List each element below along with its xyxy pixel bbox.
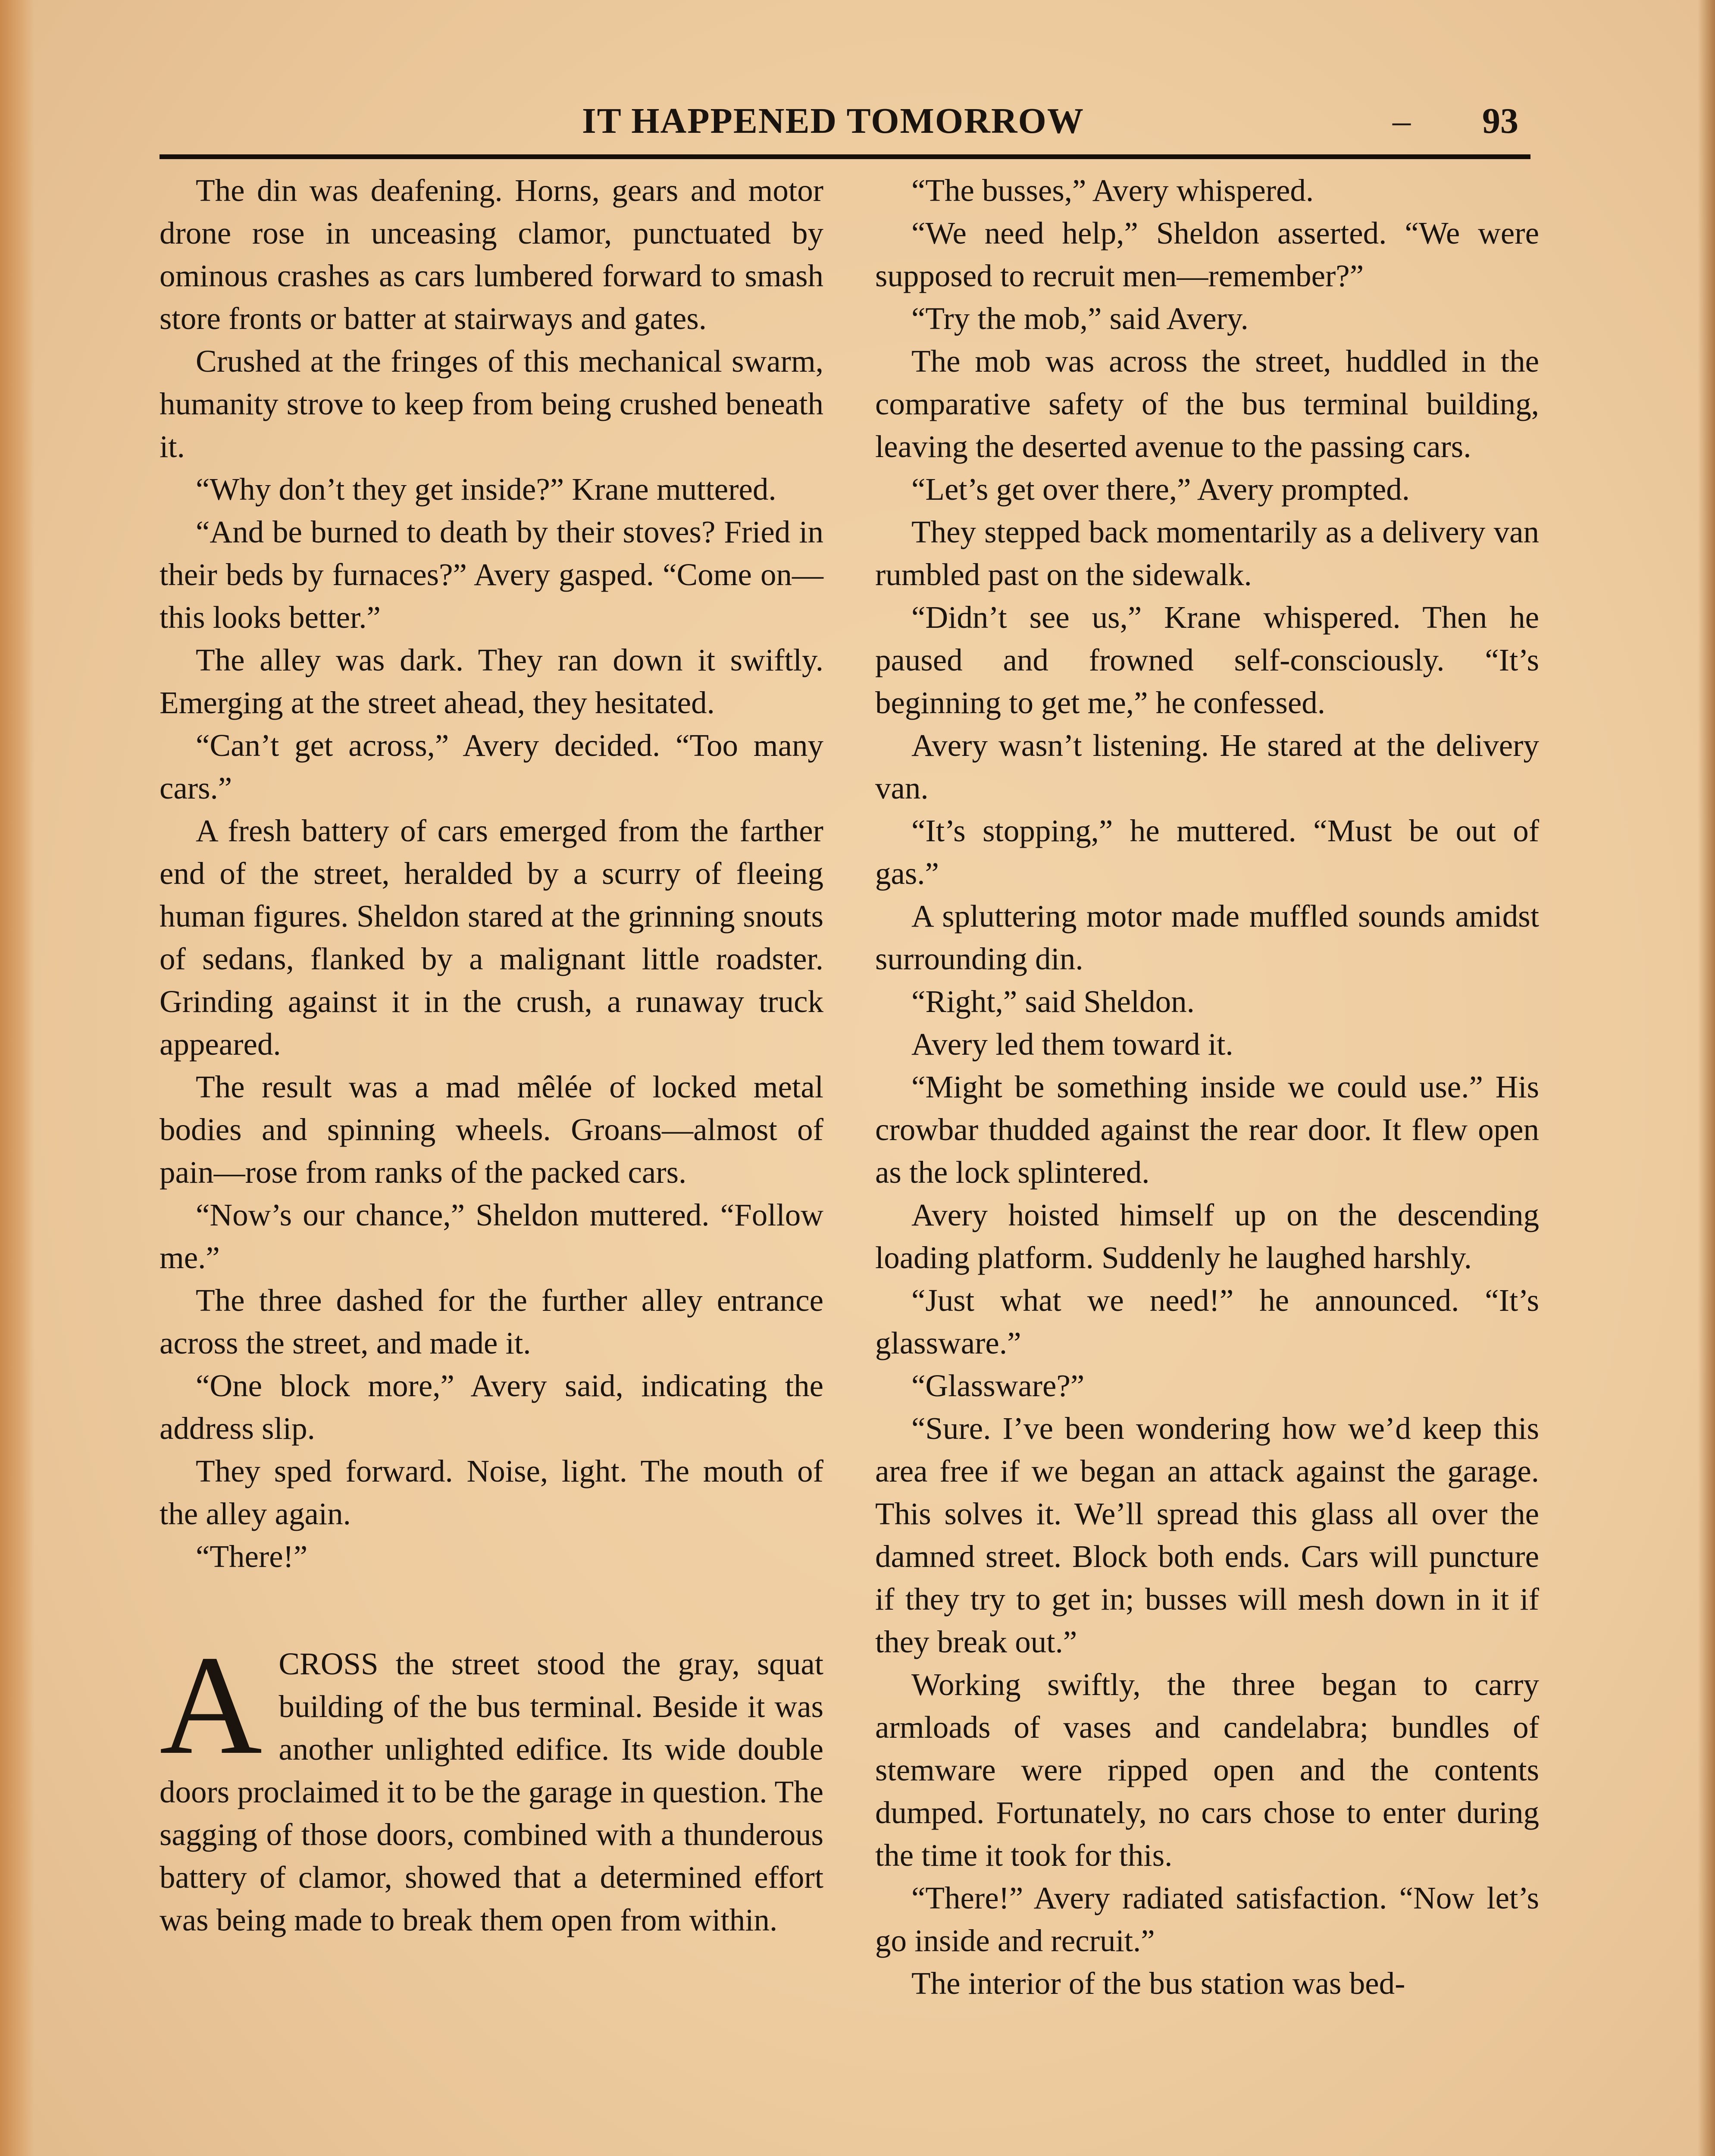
paragraph: “Now’s our chance,” Sheldon muttered. “Follow me.” <box>160 1197 823 1275</box>
paragraph: A fresh battery of cars emerged from the farther end of the street, heralded by a scurry of fleeing human figures. Sheldon stared at the grinning snouts of sedans, flanked by a malignant little roadster. Grinding against it in the crush, a runaway truck appeared. <box>160 813 823 1062</box>
paragraph: Working swiftly, the three began to carry armloads of vases and candelabra; bundles of stemware were ripped open and the contents dumped. Fortunately, no cars chose to enter during the time it took for this. <box>875 1667 1539 1873</box>
paragraph: “Sure. I’ve been wondering how we’d keep this area free if we began an attack against the garage. This solves it. We’ll spread this glass all over the damned street. Block both ends. Cars will puncture if they try to get in; busses will mesh down in it if they break out.” <box>875 1411 1539 1659</box>
left-column <box>160 169 823 1941</box>
paragraph: “Right,” said Sheldon. <box>911 984 1195 1019</box>
paragraph: “Might be something inside we could use.” His crowbar thudded against the rear door. It flew open as the lock splintered. <box>875 1069 1539 1190</box>
paragraph: “One block more,” Avery said, indicating the address slip. <box>160 1368 823 1446</box>
paragraph: “Can’t get across,” Avery decided. “Too many cars.” <box>160 728 823 805</box>
paragraph: A spluttering motor made muffled sounds amidst surrounding din. <box>875 899 1539 976</box>
paragraph: “Try the mob,” said Avery. <box>911 301 1249 336</box>
paragraph: The alley was dark. They ran down it swiftly. Emerging at the street ahead, they hesitated. <box>160 642 823 720</box>
paragraph: They stepped back momentarily as a delivery van rumbled past on the sidewalk. <box>875 514 1539 592</box>
paragraph: “Glassware?” <box>911 1368 1085 1403</box>
paragraph: “And be burned to death by their stoves? Fried in their beds by furnaces?” Avery gasped. “Come on—this looks better.” <box>160 514 823 635</box>
paragraph: “The busses,” Avery whispered. <box>911 173 1314 208</box>
paragraph: “Didn’t see us,” Krane whispered. Then he paused and frowned self-consciously. “It’s beginning to get me,” he confessed. <box>875 600 1539 720</box>
paragraph: The din was deafening. Horns, gears and motor drone rose in unceasing clamor, punctuated by ominous crashes as cars lumbered forward to smash store fronts or batter at stairways and gates. <box>160 173 823 336</box>
paragraph: “We need help,” Sheldon asserted. “We were supposed to recruit men—remember?” <box>875 216 1539 293</box>
paragraph: Avery led them toward it. <box>911 1027 1233 1062</box>
page-number: 93 <box>1482 101 1518 141</box>
section-opening-paragraph <box>160 1626 823 1941</box>
drop-cap: A <box>160 1626 263 1784</box>
paragraph: “There!” Avery radiated satisfaction. “Now let’s go inside and recruit.” <box>875 1880 1539 1958</box>
paragraph: Avery wasn’t listening. He stared at the delivery van. <box>875 728 1539 805</box>
paragraph: “Let’s get over there,” Avery prompted. <box>911 472 1410 507</box>
page-edge-shadow-right <box>1698 0 1715 2156</box>
right-column <box>875 169 1539 2005</box>
paragraph: “There!” <box>196 1539 308 1574</box>
paragraph: The three dashed for the further alley entrance across the street, and made it. <box>160 1283 823 1360</box>
running-title: IT HAPPENED TOMORROW <box>582 101 1084 141</box>
header-rule <box>160 154 1530 159</box>
running-header <box>160 100 1530 152</box>
section-text: CROSS the street stood the gray, squat building of the bus terminal. Beside it was another unlighted edifice. Its wide double doors proclaimed it to be the garage in question. The sagging of those doors, combined with a thunderous battery of clamor, showed that a determined effort was being made to break them open from within. <box>160 1646 823 1937</box>
header-dash: – <box>1393 101 1411 141</box>
paragraph: Crushed at the fringes of this mechanical swarm, humanity strove to keep from being crushed beneath it. <box>160 344 823 464</box>
paragraph: The mob was across the street, huddled in the comparative safety of the bus terminal building, leaving the deserted avenue to the passing cars. <box>875 344 1539 464</box>
paragraph: They sped forward. Noise, light. The mouth of the alley again. <box>160 1454 823 1531</box>
paragraph: “Why don’t they get inside?” Krane muttered. <box>196 472 776 507</box>
paragraph: Avery hoisted himself up on the descending loading platform. Suddenly he laughed harshly. <box>875 1197 1539 1275</box>
paragraph: “It’s stopping,” he muttered. “Must be out of gas.” <box>875 813 1539 891</box>
paragraph: The result was a mad mêlée of locked metal bodies and spinning wheels. Groans—almost of pain—rose from ranks of the packed cars. <box>160 1069 823 1190</box>
paragraph: The interior of the bus station was bed- <box>911 1966 1405 2001</box>
page-edge-shadow <box>0 0 34 2156</box>
paragraph: “Just what we need!” he announced. “It’s glassware.” <box>875 1283 1539 1360</box>
